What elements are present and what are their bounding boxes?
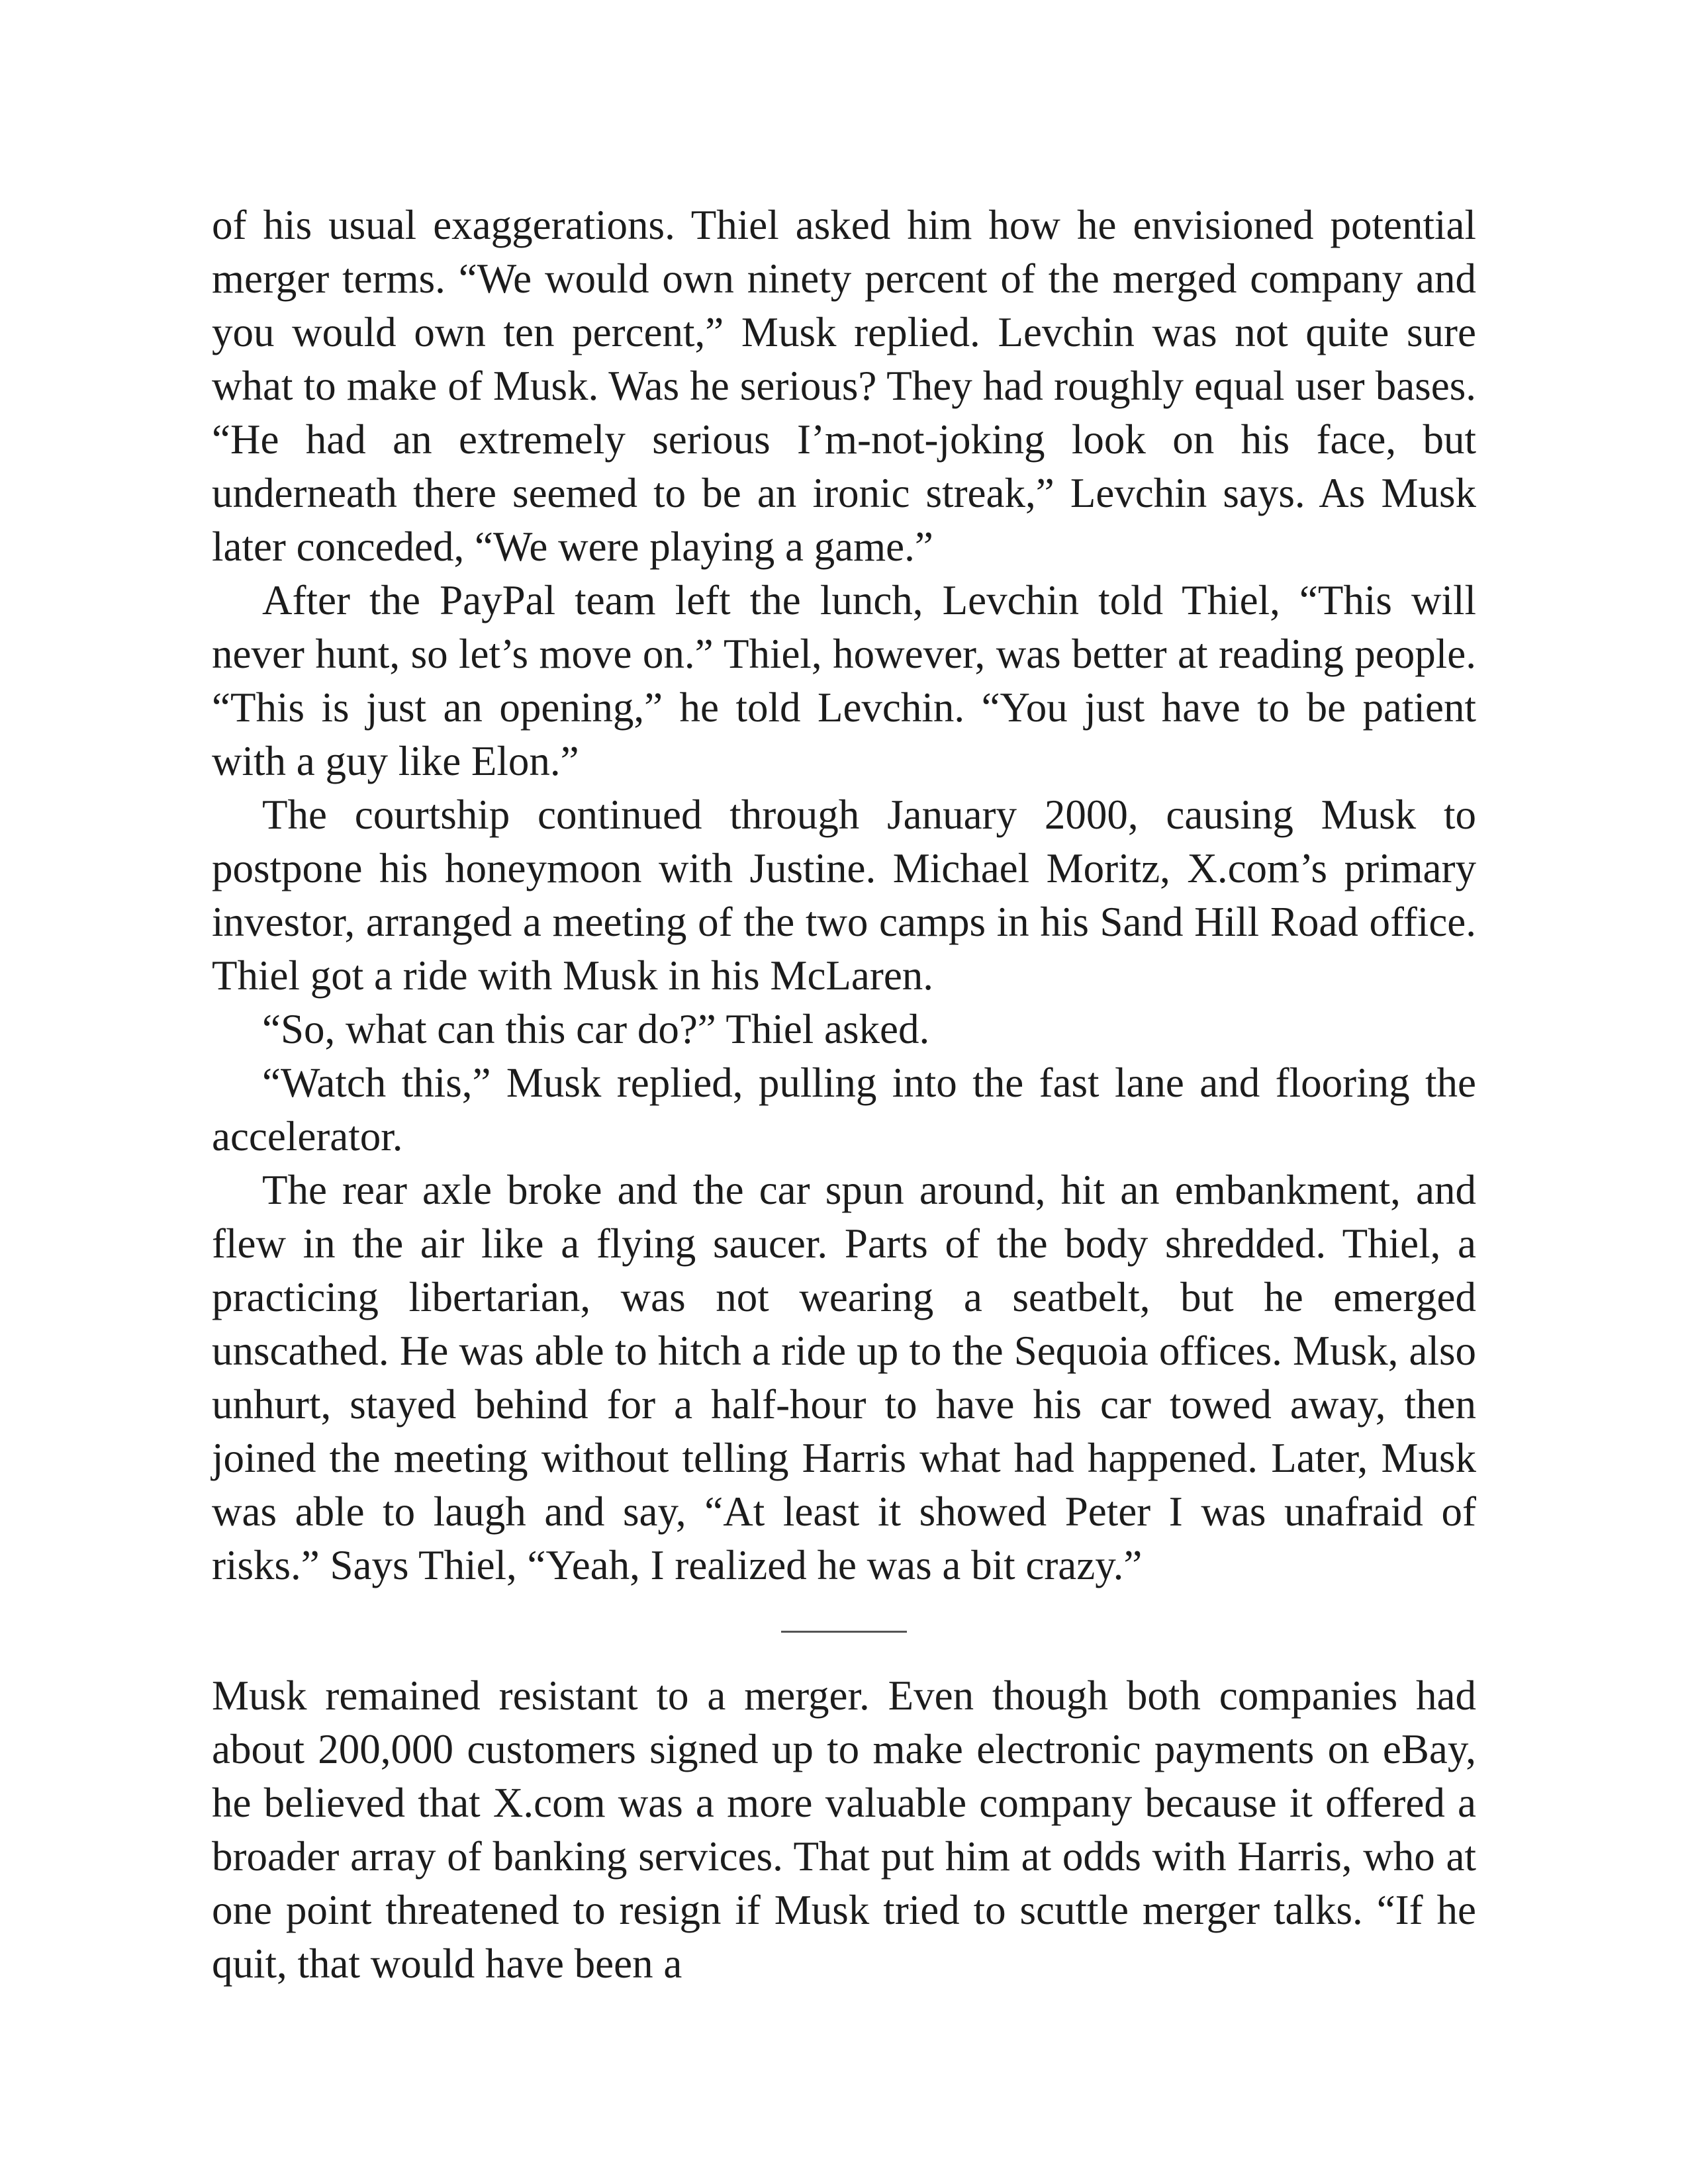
paragraph-car-question: “So, what can this car do?” Thiel asked.	[262, 1006, 930, 1052]
paragraph-crash: The rear axle broke and the car spun around, hit an embankment, and flew in the air like a flying saucer. Parts of the body shredded. Thiel, a practicing libertarian, was not wearing a seatbelt, but he emerged unscathed. He was able to hitch a ride up to the Sequoia offices. Musk, also unhurt, stayed behind for a half-hour to have his car towed away, then joined the meeting without telling Harris what had happened. Later, Musk was able to laugh and say, “At least it showed Peter I was unafraid of risks.” Says Thiel, “Yeah, I realized he was a bit crazy.”	[212, 1167, 1476, 1588]
paragraph-merger-resistance: Musk remained resistant to a merger. Even though both companies had about 200,000 customers signed up to make electronic payments on eBay, he believed that X.com was a more valuable company because it offered a broader array of banking services. That put him at odds with Harris, who at one point threatened to resign if Musk tried to scuttle merger talks. “If he quit, that would have been a	[212, 1672, 1476, 1987]
book-page	[212, 199, 1476, 1991]
paragraph-courtship: The courtship continued through January 2000, causing Musk to postpone his honeymoon with Justine. Michael Moritz, X.com’s primary investor, arranged a meeting of the two camps in his Sand Hill Road office. Thiel got a ride with Musk in his McLaren.	[212, 792, 1476, 999]
paragraph-exaggerations: of his usual exaggerations. Thiel asked him how he envisioned potential merger terms. “We would own ninety percent of the merged company and you would own ten percent,” Musk replied. Levchin was not quite sure what to make of Musk. Was he serious? They had roughly equal user bases. “He had an extremely serious I’m-not-joking look on his face, but underneath there seemed to be an ironic streak,” Levchin says. As Musk later conceded, “We were playing a game.”	[212, 202, 1476, 570]
paragraph-watch-this: “Watch this,” Musk replied, pulling into the fast lane and flooring the accelerator.	[212, 1060, 1476, 1160]
section-divider	[781, 1631, 907, 1633]
paragraph-paypal-lunch: After the PayPal team left the lunch, Levchin told Thiel, “This will never hunt, so let’s move on.” Thiel, however, was better at reading people. “This is just an opening,” he told Levchin. “You just have to be patient with a guy like Elon.”	[212, 577, 1476, 784]
